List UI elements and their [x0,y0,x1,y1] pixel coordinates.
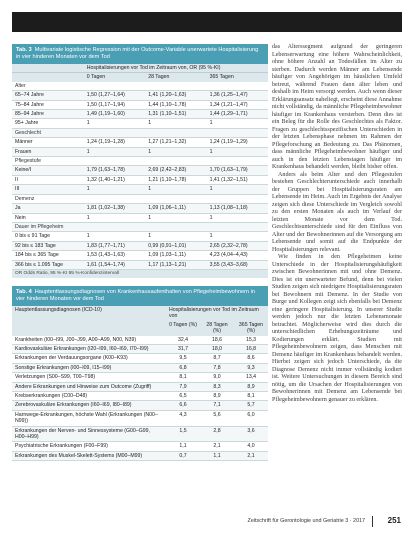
journal-name: Zeitschrift für Gerontologie und Geriatrie 3 · 2017 [247,518,365,524]
table-row [12,119,268,128]
table3-col-3: 365 Tagen [207,73,268,82]
table-cell: 1,49 (1,19–1,60) [84,110,145,119]
table-row [12,354,268,363]
table-cell: 2,1 [234,451,268,460]
row-label: 65–74 Jahre [12,91,84,100]
table-cell: 4,3 [166,410,200,426]
row-label: Erkrankungen der Nerven- und Sinnessysteme (G00–G99, H00–H99) [12,426,166,442]
table-row [12,382,268,391]
table4-group-header: Hospitalisierungen vor Tod im Zeitraum von [166,306,268,321]
table-cell [145,82,206,91]
table-row [12,128,268,137]
table-cell: 1,1 [200,451,234,460]
table-cell: 1 [145,185,206,194]
row-label: Pflegestufe [12,157,84,166]
table-cell [145,194,206,203]
row-label: Krankheiten (I00–I99, J00–J99, A00–A99, N00, N39) [12,336,166,345]
table-cell: 7,1 [200,401,234,410]
row-label: Andere Erkrankungen und Hinweise zum Outcome (Zugriff) [12,382,166,391]
table3-caption [12,44,268,64]
top-header-bar [12,12,402,32]
table-row [12,110,268,119]
table3-col-1: 0 Tagen [84,73,145,82]
table-cell: 1,5 [166,426,200,442]
table3-label: Tab. 3 [16,47,32,53]
table3-corner [12,64,84,73]
table-cell: 1 [145,213,206,222]
table-cell: 13,4 [234,373,268,382]
page-number: 251 [387,516,401,525]
row-label: Kardiovaskuläre Erkrankungen (I20–I99, I60–I69, I70–I99) [12,344,166,353]
table-cell [145,157,206,166]
table-cell: 1,50 (1,27–1,64) [84,91,145,100]
row-label: Verletzungen (S00–S99, T00–T98) [12,373,166,382]
table-row [12,344,268,353]
table-cell [145,128,206,137]
table-row [12,91,268,100]
table4 [12,306,268,461]
table-cell: 8,1 [166,373,200,382]
table-row [12,213,268,222]
table-cell: 1,32 (1,40–1,21) [84,175,145,184]
table-row [12,204,268,213]
row-label: 92 bis ≤ 183 Tage [12,241,84,250]
table-row [12,426,268,442]
table-cell: 1 [84,185,145,194]
table-cell [207,194,268,203]
table-cell [84,222,145,231]
table-cell: 1 [84,232,145,241]
table3-group-header: Hospitalisierungen vor Tod im Zeitraum von, OR (95 %-KI) [84,64,268,73]
table-row [12,241,268,250]
table-cell [207,222,268,231]
table-cell: 1,34 (1,21–1,47) [207,100,268,109]
table-cell: 1 [207,185,268,194]
table3 [12,64,268,270]
row-label: 0 bis ≤ 91 Tage [12,232,84,241]
row-label: III [12,185,84,194]
table-row [12,157,268,166]
table-row [12,138,268,147]
table-cell: 1,09 (1,06–1,11) [145,204,206,213]
right-text-column [272,44,402,404]
table4-caption [12,286,268,306]
table3-title: Multivariate logistische Regression mit der Outcome-Variable unerwartete Hospitalisierung in vier hinderen Monaten vor dem Tod [16,47,259,60]
table-cell: 1,61 (1,54–1,74) [84,260,145,269]
row-label: Harnwege-Erkrankungen, höchste Wahl (Erkrankungen (N00–N99)) [12,410,166,426]
table-row [12,82,268,91]
table-cell [84,194,145,203]
table-cell: 5,6 [200,410,234,426]
table-cell: 0,99 (0,91–1,01) [145,241,206,250]
footer-divider [372,516,373,527]
table-row [12,363,268,372]
table-cell: 1,17 (1,13–1,21) [145,260,206,269]
table4-col-1: 28 Tagen (%) [200,321,234,336]
table-cell: 1,41 (1,20–1,63) [145,91,206,100]
table-cell [207,82,268,91]
table-cell: 32,4 [166,336,200,345]
table-cell: 6,8 [166,363,200,372]
table-cell: 1 [84,147,145,156]
row-label: Erkrankungen der Verdauungsorgane (K00–K93) [12,354,166,363]
table-cell: 4,0 [234,442,268,451]
table-cell: 6,5 [166,392,200,401]
table-cell: 1,24 (1,19–1,29) [207,138,268,147]
table-row [12,410,268,426]
table-cell [84,157,145,166]
table-cell: 9,5 [166,354,200,363]
table-row [12,232,268,241]
row-label: 95+ Jahre [12,119,84,128]
table-cell: 1 [84,119,145,128]
table4-col-2: 365 Tagen (%) [234,321,268,336]
table-cell: 1,81 (1,02–1,38) [84,204,145,213]
table-cell [145,222,206,231]
table-cell: 1,27 (1,21–1,32) [145,138,206,147]
table-cell: 1,53 (1,43–1,63) [84,251,145,260]
row-label: II [12,175,84,184]
table-cell: 8,9 [234,382,268,391]
left-column [12,44,268,461]
table-row [12,175,268,184]
body-paragraph: Wie finden in den Pflegeheimen keine Unterschiede in der Hospitalisierungshäufigkeit zwischen Bewohnerinnen mit und ohne Demenz. Dies ist ein unerwarteter Befund, denn bei vielen Studien zeigen sich niedrigere Hospitalisierungsraten bei Bewohnern mit Demenz. In der Studie von Burge und Kollegen zeigt sich ebenfalls bei Demenz eine geringere Hospitalisierung. In unserer Studie werden jedoch nur die letzten Lebensmonate betrachtet. Möglicherweise wird dies durch die unterschiedlichen Erhebungszeiträume und Kodierungen erklärt. Studien mit Pflegeheimbewohnern zeigen, dass Menschen mit Demenz häufiger im Krankenhaus behandelt werden. Hierbei zeigen sich jedoch Unterschiede, da die Diagnose Demenz nicht immer vollständig kodiert ist. Weitere Untersuchungen in diesem Bereich sind nötig, um die Ursachen der Hospitalisierungen von Bewohnerinnen mit Demenz am Lebensende bei Pflegeheimbewohnern genauer zu erklären. [272,254,402,403]
table-cell: 5,7 [234,401,268,410]
table4-col-0: 0 Tagen (%) [166,321,200,336]
table-row [12,401,268,410]
row-label: Zerebrovaskuläre Erkrankungen (I60–I69, I80–I89) [12,401,166,410]
table-cell: 1,83 (1,77–1,71) [84,241,145,250]
page-footer [0,515,413,529]
table-cell: 1,50 (1,17–1,94) [84,100,145,109]
row-label: 366 bis ≤ 1.095 Tage [12,260,84,269]
table-cell: 1,31 (1,10–1,51) [145,110,206,119]
table-row [12,442,268,451]
table-cell: 15,3 [234,336,268,345]
row-label: Frauen [12,147,84,156]
table-row [12,194,268,203]
table-cell: 1,1 [166,442,200,451]
table-cell [207,157,268,166]
row-label: Dauer im Pflegeheim [12,222,84,231]
table-cell: 3,6 [234,426,268,442]
table-row [12,100,268,109]
body-paragraph: das Alterssegment aufgrund der geringeren Lebenserwartung eine höhere Wahrscheinlichkeit, ohne höhere Anzahl an Todesfällen im Alter zu sterben. Dadurch werden Männer am Lebensende häufiger von Angehörigen im häuslichen Umfeld betreut, während Frauen dann älter leben und deshalb im Heim versorgt werden. Auch wenn dieser Erklärungsansatz naheliegt, erscheint diese Annahme nicht vollständig, da männliche Pflegeheimbewohner häufiger im Krankenhaus versterben. Denn dies ist ein Beleg für die Rolle des Geschlechtes als Faktor. Fragen zu geschlechtsspezifischen Unterschieden in der letzten Lebensphase nehmen im Rahmen der Pflegeforschung an Bedeutung zu. Das Phänomen, dass männliche Pflegeheimbewohner häufiger und auch in den letzten Lebenstagen häufiger im Krankenhaus behandelt werden, bleibt bisher offen. [272,44,402,170]
table-cell: 1 [207,232,268,241]
table-cell: 1,79 (1,63–1,78) [84,166,145,175]
table4-title: Hauptentlassungsdiagnosen von Krankenhausaufenthalten von Pflegeheimbewohnern in vier hinderen Monaten vor dem Tod [16,288,255,302]
table-cell: 1 [145,232,206,241]
table-row [12,222,268,231]
row-label: Krebserkrankungen (C00–D48) [12,392,166,401]
table-row [12,166,268,175]
table-cell [207,128,268,137]
table-cell: 9,0 [200,373,234,382]
row-label: Alter [12,82,84,91]
table3-col-2: 28 Tagen [145,73,206,82]
table-cell: 4,23 (4,04–4,43) [207,251,268,260]
table-cell: 8,6 [234,354,268,363]
table4-label: Tab. 4 [16,288,32,295]
table-cell: 1,24 (1,19–1,28) [84,138,145,147]
row-label: Geschlecht [12,128,84,137]
table-cell: 18,0 [200,344,234,353]
table-cell [84,82,145,91]
table-cell: 16,8 [234,344,268,353]
table-cell: 1 [145,119,206,128]
table-cell: 1,36 (1,25–1,47) [207,91,268,100]
body-paragraph: Anders als beim Alter und den Pflegestufen bestehen Geschlechterunterschiede auch innerhalb der Gruppen bei Hospitalisierungsraten am Lebensende im Heim. Auch im Ergebnis der Analyse zeigen sich diese Unterschiede im Vergleich sowohl zu den ersten Monaten als auch im Verlauf der letzten Monate vor dem Tod. Geschlechtsunterschiede sind für den Einfluss von Alter und der Bewohnerinnen auf die Versorgung am Lebensende und somit auf die Endpunkte der Hospitalisierungen relevant. [272,171,402,253]
row-label: Sonstige Erkrankungen (I00–I09, I15–I99) [12,363,166,372]
table-row [12,373,268,382]
table-cell: 2,1 [200,442,234,451]
table-cell: 6,0 [234,410,268,426]
table-cell: 8,3 [200,382,234,391]
table-cell: 1,44 (1,29–1,71) [207,110,268,119]
table-row [12,451,268,460]
table-row [12,336,268,345]
table-cell: 2,8 [200,426,234,442]
table-cell: 8,9 [200,392,234,401]
table-cell: 1 [207,119,268,128]
table-cell: 1,41 (1,32–1,51) [207,175,268,184]
table3-footnote: OR Odds Ratio, 95 %-KI 95 %-Konfidenzintervall [12,270,268,278]
row-label: Männer [12,138,84,147]
row-label: Keine/I [12,166,84,175]
row-label: 75–84 Jahre [12,100,84,109]
table-row [12,392,268,401]
row-label: Demenz [12,194,84,203]
table-cell: 7,9 [166,382,200,391]
row-label: Nein [12,213,84,222]
table-cell: 9,3 [234,363,268,372]
row-label: 184 bis ≤ 365 Tage [12,251,84,260]
row-label: 85–94 Jahre [12,110,84,119]
table-cell: 1,13 (1,08–1,18) [207,204,268,213]
row-label: Erkrankungen des Muskel-Skelett-Systems (M00–M99) [12,451,166,460]
table-row [12,185,268,194]
table4-head-left: Hauptentlassungsdiagnosen (ICD-10) [12,306,166,336]
table-cell: 3,55 (3,43–3,68) [207,260,268,269]
table-cell: 1,21 (1,10–1,78) [145,175,206,184]
table-cell: 18,6 [200,336,234,345]
spacer [12,278,268,286]
table-cell: 8,7 [200,354,234,363]
table-cell: 1 [84,213,145,222]
table-row [12,147,268,156]
table-cell: 1 [145,147,206,156]
table-cell: 1,44 (1,10–1,78) [145,100,206,109]
table-row [12,251,268,260]
table-cell: 1,70 (1,63–1,79) [207,166,268,175]
table-cell: 1 [207,147,268,156]
table-cell: 7,8 [200,363,234,372]
table-cell: 8,1 [234,392,268,401]
table-cell: 6,6 [166,401,200,410]
table-cell: 2,65 (2,32–2,78) [207,241,268,250]
table-cell: 1,09 (1,03–1,11) [145,251,206,260]
table-cell: 1 [207,213,268,222]
row-label: Ja [12,204,84,213]
table-cell: 2,69 (2,42–2,83) [145,166,206,175]
table-cell [84,128,145,137]
table-row [12,260,268,269]
table3-col-0 [12,73,84,82]
table-cell: 0,7 [166,451,200,460]
table-cell: 31,7 [166,344,200,353]
row-label: Psychiatrische Erkrankungen (F00–F99) [12,442,166,451]
